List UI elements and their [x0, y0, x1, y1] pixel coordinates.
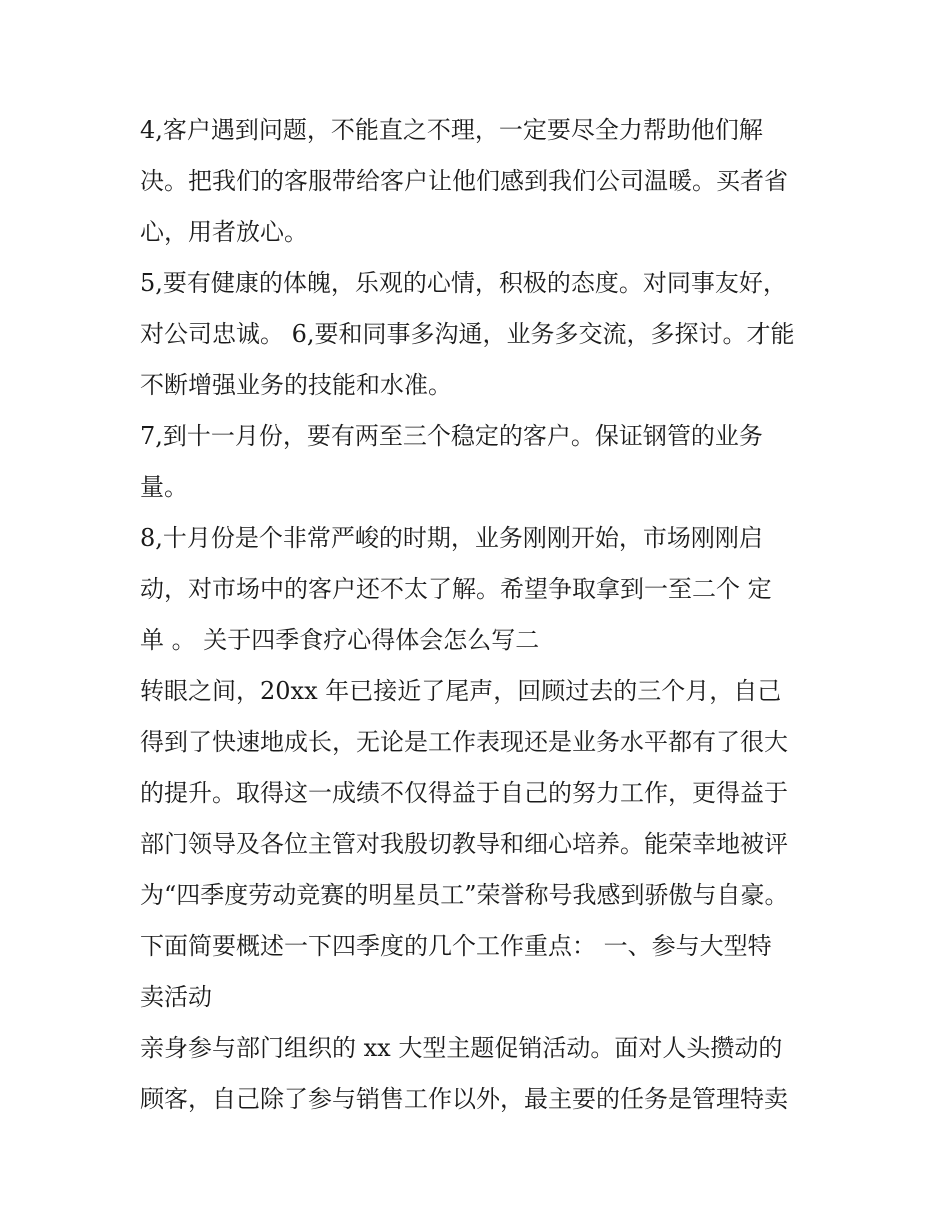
text-line: 为“四季度劳动竞赛的明星员工”荣誉称号我感到骄傲与自豪。: [140, 881, 789, 909]
text-line: 4,客户遇到问题，不能直之不理，一定要尽全力帮助他们解: [140, 116, 763, 144]
text-line: 决。把我们的客服带给客户让他们感到我们公司温暖。买者省: [140, 167, 788, 195]
text-line: 5,要有健康的体魄，乐观的心情，积极的态度。对同事友好，: [140, 269, 787, 297]
text-line: 顾客，自己除了参与销售工作以外，最主要的任务是管理特卖: [140, 1085, 788, 1113]
text-line: 量。: [140, 473, 188, 501]
text-line: 7,到十一月份，要有两至三个稳定的客户。保证钢管的业务: [140, 422, 763, 450]
text-line: 的提升。取得这一成绩不仅得益于自己的努力工作，更得益于: [140, 779, 788, 807]
document-body: [140, 110, 820, 1130]
text-line: 部门领导及各位主管对我殷切教导和细心培养。能荣幸地被评: [140, 830, 788, 858]
text-line: 转眼之间，20xx 年已接近了尾声，回顾过去的三个月，自己: [140, 677, 782, 705]
text-line: 得到了快速地成长，无论是工作表现还是业务水平都有了很大: [140, 728, 788, 756]
text-line: 动，对市场中的客户还不太了解。希望争取拿到一至二个 定: [140, 575, 772, 603]
text-line: 不断增强业务的技能和水准。: [140, 371, 452, 399]
text-line: 卖活动: [140, 983, 212, 1011]
text-line: 亲身参与部门组织的 xx 大型主题促销活动。面对人头攒动的: [140, 1034, 783, 1062]
text-line: 下面简要概述一下四季度的几个工作重点： 一、参与大型特: [140, 932, 772, 960]
text-line: 单 。 关于四季食疗心得体会怎么写二: [140, 626, 540, 654]
text-line: 对公司忠诚。 6,要和同事多沟通，业务多交流，多探讨。才能: [140, 320, 795, 348]
text-line: 心，用者放心。: [140, 218, 308, 246]
text-line: 8,十月份是个非常严峻的时期，业务刚刚开始，市场刚刚启: [140, 524, 763, 552]
